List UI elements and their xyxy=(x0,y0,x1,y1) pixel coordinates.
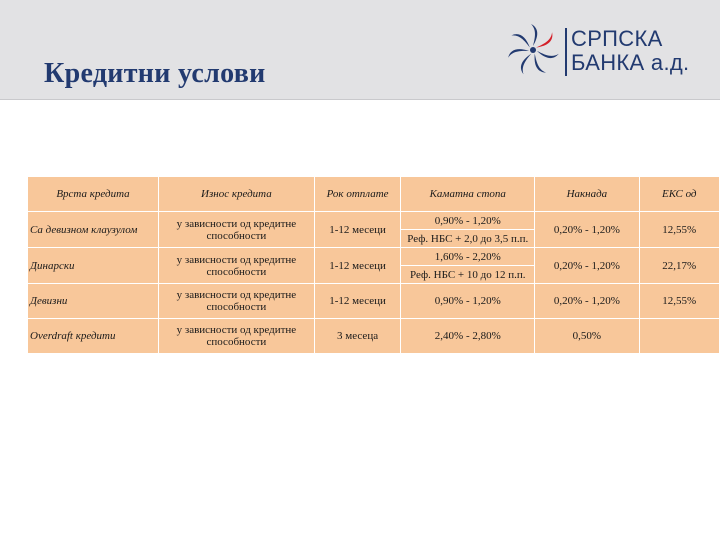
header-fee: Накнада xyxy=(535,177,639,212)
bank-logo xyxy=(503,18,703,84)
cell-loan-amount: у зависности од кредитне способности xyxy=(158,284,314,319)
cell-term: 3 месеца xyxy=(314,319,401,354)
cell-fee: 0,20% - 1,20% xyxy=(535,284,639,319)
header-loan-amount: Износ кредита xyxy=(158,177,314,212)
cell-term: 1-12 месеци xyxy=(314,248,401,284)
slide-header xyxy=(0,0,720,100)
cell-eks xyxy=(639,319,720,354)
cell-loan-amount: у зависности од кредитне способности xyxy=(158,319,314,354)
cell-loan-type: Девизни xyxy=(28,284,159,319)
table-row xyxy=(28,248,720,266)
table-row xyxy=(28,212,720,230)
cell-fee: 0,50% xyxy=(535,319,639,354)
cell-rate: 2,40% - 2,80% xyxy=(401,319,535,354)
slide-title: Кредитни услови xyxy=(44,58,266,89)
cell-eks: 12,55% xyxy=(639,212,720,248)
star-logo-icon xyxy=(503,20,563,80)
logo-line2: БАНКА а.д. xyxy=(571,50,690,75)
header-eks: ЕКС од xyxy=(639,177,720,212)
cell-eks: 12,55% xyxy=(639,284,720,319)
logo-divider xyxy=(565,28,567,76)
header-repayment-term: Рок отплате xyxy=(314,177,401,212)
cell-loan-amount: у зависности од кредитне способности xyxy=(158,248,314,284)
cell-fee: 0,20% - 1,20% xyxy=(535,248,639,284)
logo-text xyxy=(571,27,689,75)
cell-loan-amount: у зависности од кредитне способности xyxy=(158,212,314,248)
cell-loan-type: Са девизном клаузулом xyxy=(28,212,159,248)
logo-line1: СРПСКА xyxy=(571,26,663,51)
cell-rate-range: 1,60% - 2,20% xyxy=(401,248,535,266)
header-loan-type: Врста кредита xyxy=(28,177,159,212)
cell-rate-range: 0,90% - 1,20% xyxy=(401,212,535,230)
credit-terms-table xyxy=(27,176,720,354)
table-row xyxy=(28,319,720,354)
cell-fee: 0,20% - 1,20% xyxy=(535,212,639,248)
cell-term: 1-12 месеци xyxy=(314,212,401,248)
cell-rate-reference: Реф. НБС + 10 до 12 п.п. xyxy=(401,266,535,284)
cell-rate: 0,90% - 1,20% xyxy=(401,284,535,319)
cell-loan-type: Динарски xyxy=(28,248,159,284)
header-interest-rate: Каматна стопа xyxy=(401,177,535,212)
table-header-row xyxy=(28,177,720,212)
cell-rate-reference: Реф. НБС + 2,0 до 3,5 п.п. xyxy=(401,230,535,248)
cell-eks: 22,17% xyxy=(639,248,720,284)
cell-loan-type: Overdraft кредити xyxy=(28,319,159,354)
table-row xyxy=(28,284,720,319)
cell-term: 1-12 месеци xyxy=(314,284,401,319)
